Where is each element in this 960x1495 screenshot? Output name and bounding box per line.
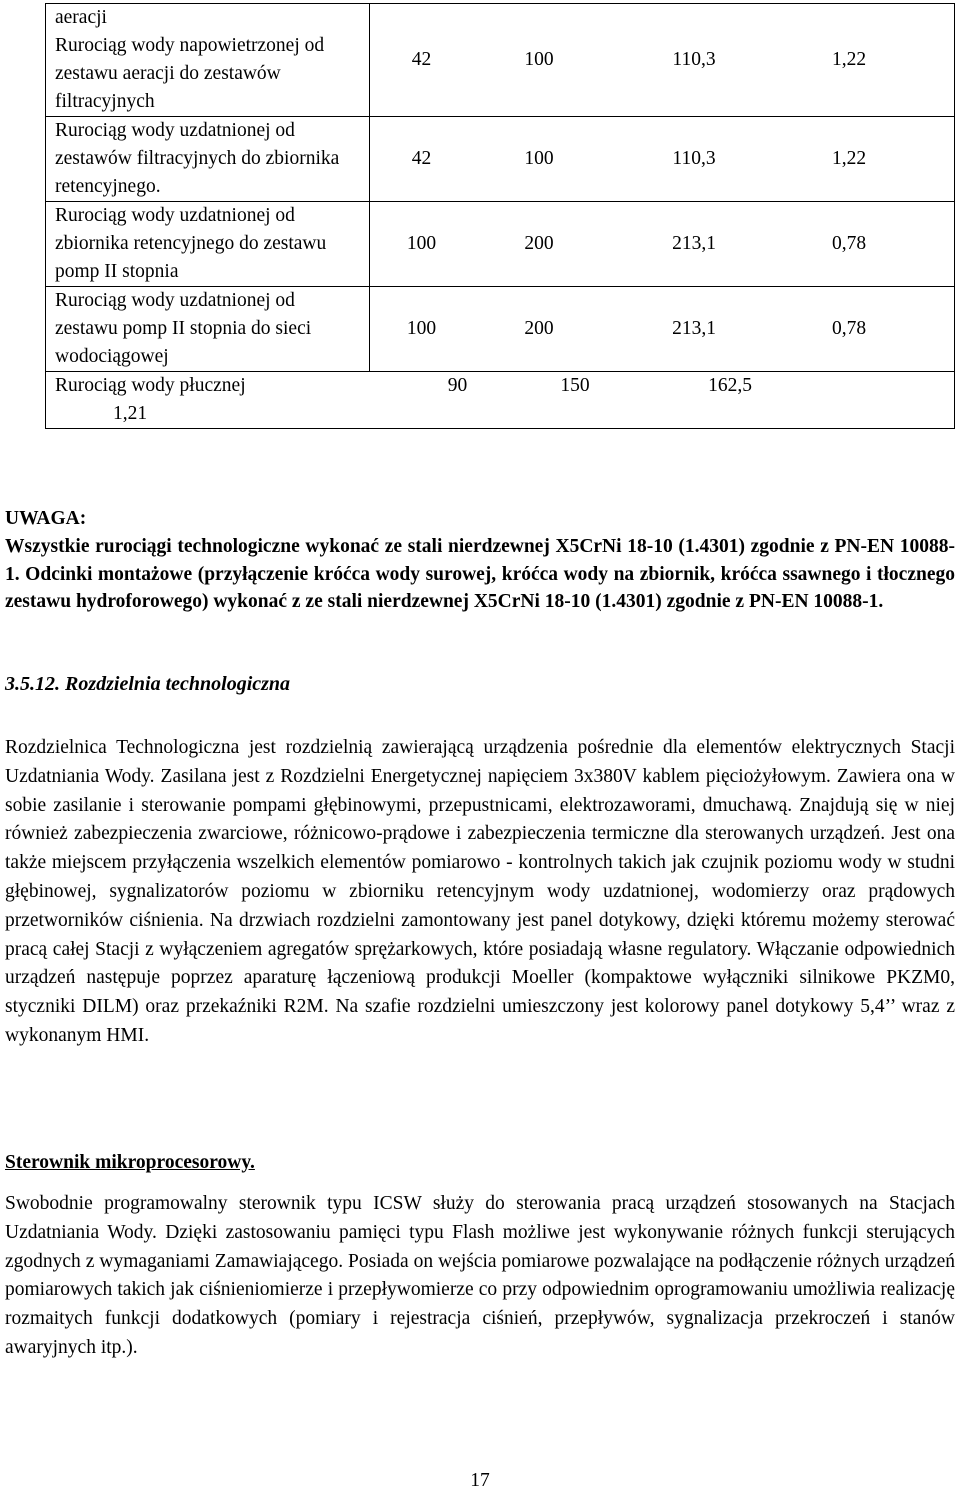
value-3: 162,5: [708, 375, 752, 396]
pipe-values: [370, 287, 955, 372]
value-2: 100: [524, 49, 554, 70]
section-title-text: Rozdzielnia technologiczna: [65, 673, 291, 695]
pipe-name: Rurociąg wody uzdatnionej od zbiornika retencyjnego do zestawu pomp II stopnia: [46, 202, 370, 287]
pipe-values: [370, 117, 955, 202]
page-number: 17: [470, 1470, 490, 1491]
table-row: [46, 202, 955, 287]
pipe-name: Rurociąg wody uzdatnionej od zestawów filtracyjnych do zbiornika retencyjnego.: [46, 117, 370, 202]
pipe-row-merged: [46, 372, 955, 429]
value-1: 42: [411, 49, 432, 70]
table-row: [46, 372, 955, 429]
value-2: 100: [524, 148, 554, 169]
pipe-name: aeracji Rurociąg wody napowietrzonej od zestawu aeracji do zestawów filtracyjnych: [46, 4, 370, 117]
value-4: 1,21: [112, 403, 148, 424]
table-row: [46, 117, 955, 202]
pipe-name: Rurociąg wody płucznej: [55, 375, 246, 396]
value-2: 200: [524, 318, 554, 339]
pipe-values: [370, 4, 955, 117]
pipe-values: [370, 202, 955, 287]
section-title: [5, 673, 290, 696]
value-4: 1,22: [831, 148, 867, 169]
note-heading: UWAGA:: [5, 508, 87, 529]
value-4: 0,78: [831, 318, 867, 339]
pipe-table: [45, 3, 955, 429]
section-number: 3.5.12.: [5, 673, 60, 695]
pipe-name: Rurociąg wody uzdatnionej od zestawu pomp II stopnia do sieci wodociągowej: [46, 287, 370, 372]
value-3: 213,1: [672, 318, 716, 339]
subsection-title: Sterownik mikroprocesorowy.: [5, 1152, 255, 1173]
value-4: 0,78: [831, 233, 867, 254]
value-3: 110,3: [672, 148, 716, 169]
value-3: 213,1: [672, 233, 716, 254]
value-2: 150: [560, 375, 590, 396]
note-text: Wszystkie rurociągi technologiczne wykonać ze stali nierdzewnej X5CrNi 18-10 (1.4301) zgodnie z PN-EN 10088-1. Odcinki montażowe (przyłączenie króćca wody surowej, króćca wody na zbiornik, króćca ssawnego i tłocznego zestawu hydroforowego) wykonać z ze stali nierdzewnej X5CrNi 18-10 (1.4301) zgodnie z PN-EN 10088-1.: [5, 536, 955, 612]
value-3: 110,3: [672, 49, 716, 70]
value-1: 42: [411, 148, 432, 169]
value-1: 100: [406, 318, 437, 339]
table-row: [46, 4, 955, 117]
value-4: 1,22: [831, 49, 867, 70]
subsection-paragraph: Swobodnie programowalny sterownik typu ICSW służy do sterowania pracą urządzeń stosowanych na Stacjach Uzdatniania Wody. Dzięki zastosowaniu pamięci typu Flash możliwe jest wykonywanie różnych funkcji sterujących zgodnych z wymaganiami Zamawiającego. Posiada on wejścia pomiarowe pozwalające na podłączenie różnych urządzeń pomiarowych takich jak ciśnieniomierze i przepływomierze co przy odpowiednim oprogramowaniu umożliwia realizację rozmaitych funkcji dodatkowych (pomiary i rejestracja ciśnień, przepływów, sygnalizacja przekroczeń i stanów awaryjnych itp.).: [5, 1193, 955, 1358]
value-1: 100: [406, 233, 437, 254]
value-2: 200: [524, 233, 554, 254]
value-1: 90: [447, 375, 468, 396]
section-paragraph: Rozdzielnica Technologiczna jest rozdzielnią zawierającą urządzenia pośrednie dla elementów elektrycznych Stacji Uzdatniania Wody. Zasilana jest z Rozdzielni Energetycznej napięciem 3x380V kablem pięciożyłowym. Zawiera ona w sobie zasilanie i sterowanie pompami głębinowymi, przepustnicami, elektrozaworami, dmuchawą. Znajdują się w niej również zabezpieczenia zwarciowe, różnicowo-prądowe i zabezpieczenia termiczne dla sterowanych urządzeń. Jest ona także miejscem przyłączenia wszelkich elementów pomiarowo - kontrolnych takich jak czujnik poziomu wody w studni głębinowej, sygnalizatorów poziomu w zbiorniku retencyjnym wody uzdatnionej, wodomierzy oraz prądowych przetworników ciśnienia. Na drzwiach rozdzielni zamontowany jest panel dotykowy, dzięki któremu możemy sterować pracą całej Stacji z wyłączeniem agregatów sprężarkowych, które posiadają własne regulatory. Włączanie odpowiednich urządzeń następuje poprzez aparaturę łączeniową produkcji Moeller (kompaktowe wyłączniki silnikowe PKZM0, styczniki DILM) oraz przekaźniki R2M. Na szafie rozdzielni umieszczony jest kolorowy panel dotykowy 5,4’’ wraz z wykonanym HMI.: [5, 737, 955, 1046]
table-row: [46, 287, 955, 372]
